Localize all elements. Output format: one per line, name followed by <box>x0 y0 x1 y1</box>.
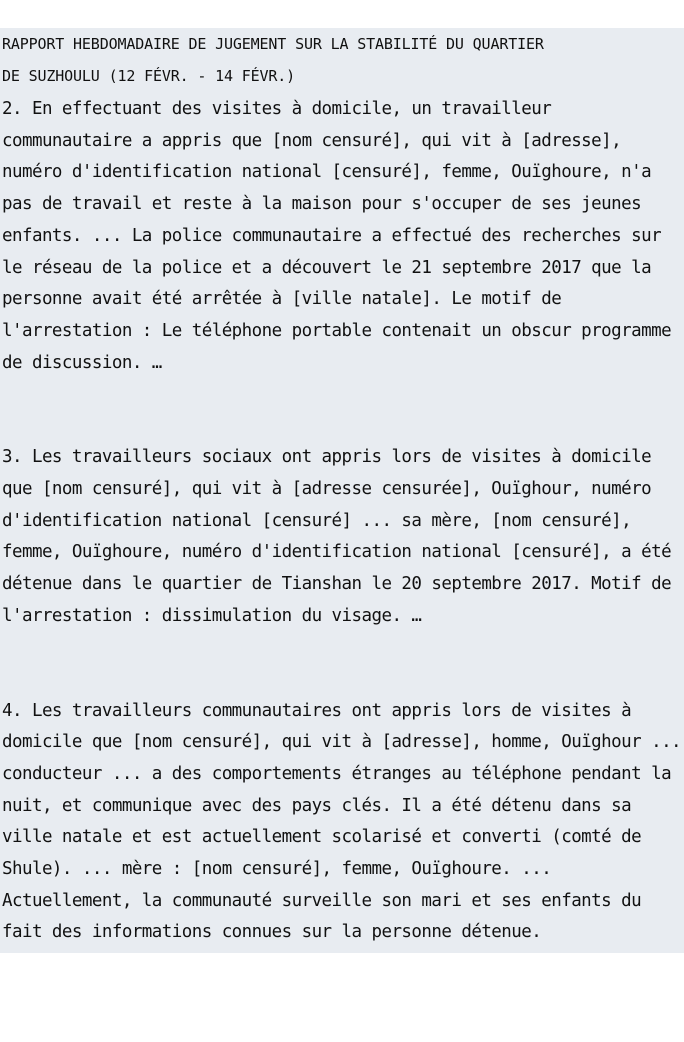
paragraph-spacer <box>0 379 684 442</box>
paragraph-spacer <box>0 633 684 696</box>
paragraph-3: 3. Les travailleurs sociaux ont appris lors de visites à domicile que [nom censuré], qui vit à [adresse censurée], Ouïghour, numéro d'identification national [censuré] ... sa mère, [nom censuré], femme, Ouïghoure, numéro d'identification national [censuré], a été détenue dans le quartier de Tianshan le 20 septembre 2017. Motif de l'arrestation : dissimulation du visage. … <box>2 447 672 626</box>
top-margin <box>0 0 684 28</box>
report-title-line-1: RAPPORT HEBDOMADAIRE DE JUGEMENT SUR LA STABILITÉ DU QUARTIER <box>2 35 544 53</box>
paragraph-2: 2. En effectuant des visites à domicile, un travailleur communautaire a appris que [nom censuré], qui vit à [adresse], numéro d'identification national [censuré], femme, Ouïghoure, n'a pas de travail et reste à la maison pour s'occuper de ses jeunes enfants. ... La police communautaire a effectué des recherches sur le réseau de la police et a découvert le 21 septembre 2017 que la personne avait été arrêtée à [ville natale]. Le motif de l'arrestation : Le téléphone portable contenait un obscur programme de discussion. … <box>2 99 672 373</box>
report-title-line-2: DE SUZHOULU (12 FÉVR. - 14 FÉVR.) <box>2 67 296 85</box>
report-title <box>0 28 684 92</box>
paragraph-4: 4. Les travailleurs communautaires ont appris lors de visites à domicile que [nom censuré], qui vit à [adresse], homme, Ouïghour ... conducteur ... a des comportements étranges au téléphone pendant la nuit, et communique avec des pays clés. Il a été détenu dans sa ville natale et est actuellement scolarisé et converti (comté de Shule). ... mère : [nom censuré], femme, Ouïghoure. ... Actuellement, la communauté surveille son mari et ses enfants du fait des informations connues sur la personne détenue. <box>2 700 682 943</box>
report-body <box>0 92 684 953</box>
